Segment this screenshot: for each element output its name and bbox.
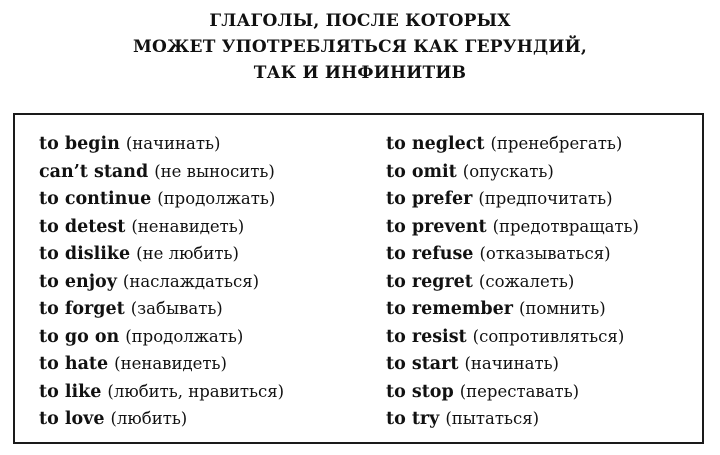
translation: (продолжать) <box>157 189 276 208</box>
translation: (не любить) <box>136 244 239 263</box>
page-title <box>0 8 720 86</box>
list-item <box>39 323 284 351</box>
list-item <box>386 185 639 213</box>
list-item <box>386 295 639 323</box>
right-column <box>386 130 639 433</box>
verb: to start <box>386 354 459 374</box>
verb: to go on <box>39 326 120 347</box>
translation: (наслаждаться) <box>122 271 260 291</box>
translation: (предпочитать) <box>478 189 613 208</box>
list-item <box>39 240 284 268</box>
verb: to prevent <box>386 216 487 237</box>
translation: (начинать) <box>125 134 221 153</box>
list-item <box>39 268 284 296</box>
title-line-3: ТАК И ИНФИНИТИВ <box>253 63 467 83</box>
translation: (начинать) <box>464 354 559 373</box>
title-line-1: ГЛАГОЛЫ, ПОСЛЕ КОТОРЫХ <box>209 11 511 31</box>
list-item <box>386 405 639 433</box>
translation: (любить) <box>110 409 188 428</box>
verb: can’t stand <box>39 161 149 182</box>
verb: to regret <box>386 271 473 292</box>
verb: to resist <box>386 326 467 347</box>
translation: (помнить) <box>518 299 606 318</box>
list-item <box>39 378 284 406</box>
verb: to love <box>39 409 105 429</box>
translation: (сожалеть) <box>478 271 575 291</box>
translation: (ненавидеть) <box>114 354 227 373</box>
verb: to like <box>39 381 102 402</box>
list-item <box>39 213 284 241</box>
list-item <box>39 405 284 433</box>
list-item <box>386 158 639 186</box>
verb: to hate <box>39 354 109 374</box>
translation: (ненавидеть) <box>131 216 245 236</box>
translation: (забывать) <box>130 299 223 318</box>
list-item <box>386 378 639 406</box>
title-line-2: МОЖЕТ УПОТРЕБЛЯТЬСЯ КАК ГЕРУНДИЙ, <box>133 37 587 57</box>
verb: to detest <box>39 216 126 237</box>
translation: (переставать) <box>459 381 580 401</box>
verb: to refuse <box>386 244 474 264</box>
verb: to dislike <box>39 244 131 264</box>
verb: to try <box>386 409 440 429</box>
verb: to omit <box>386 161 457 182</box>
verb: to neglect <box>386 134 485 154</box>
list-item <box>39 158 284 186</box>
translation: (пытаться) <box>445 409 540 428</box>
translation: (продолжать) <box>125 326 244 346</box>
translation: (предотвращать) <box>492 216 639 236</box>
translation: (любить, нравиться) <box>107 381 285 401</box>
translation: (сопротивляться) <box>472 326 625 346</box>
list-item <box>386 213 639 241</box>
verb: to begin <box>39 134 120 154</box>
translation: (не выносить) <box>154 161 275 181</box>
translation: (пренебрегать) <box>490 134 623 153</box>
verb: to continue <box>39 189 152 209</box>
verb: to remember <box>386 299 513 319</box>
translation: (опускать) <box>462 161 554 181</box>
verb: to stop <box>386 381 454 402</box>
list-item <box>386 323 639 351</box>
translation: (отказываться) <box>479 244 611 263</box>
list-item <box>39 130 284 158</box>
verb: to forget <box>39 299 125 319</box>
list-item <box>386 130 639 158</box>
list-item <box>39 295 284 323</box>
verb: to enjoy <box>39 271 117 292</box>
list-item <box>386 350 639 378</box>
verb: to prefer <box>386 189 473 209</box>
list-item <box>386 240 639 268</box>
list-item <box>386 268 639 296</box>
list-item <box>39 350 284 378</box>
left-column <box>39 130 284 433</box>
verb-list-box <box>13 113 704 444</box>
list-item <box>39 185 284 213</box>
